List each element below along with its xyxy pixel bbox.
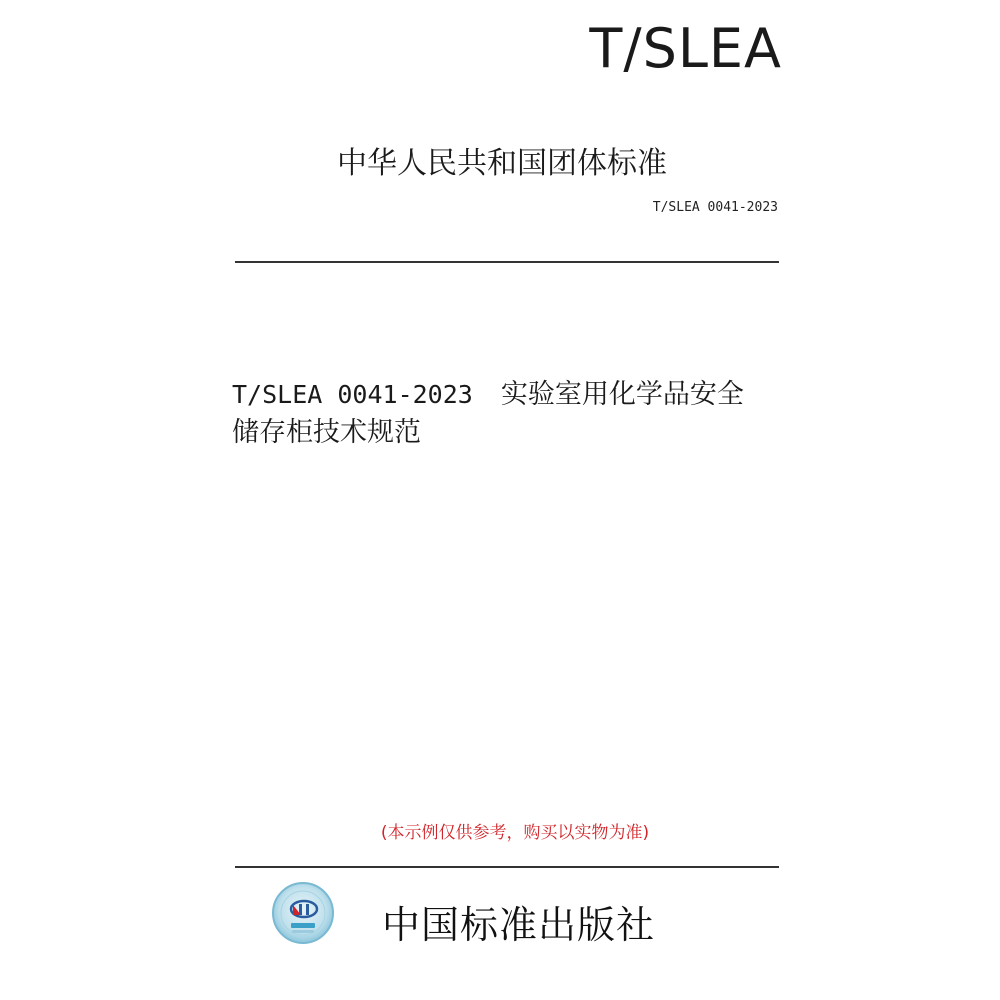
publisher-name: 中国标准出版社 <box>382 903 656 947</box>
sample-notice: (本示例仅供参考，购买以实物为准) <box>380 823 650 843</box>
standard-code-large: T/SLEA <box>589 17 782 80</box>
standard-number: T/SLEA 0041-2023 <box>652 200 778 215</box>
document-title-line-1 <box>232 376 792 414</box>
document-title-text-1: 实验室用化学品安全 <box>500 379 744 410</box>
document-title-line-2: 储存柜技术规范 <box>232 417 421 448</box>
publisher-seal-icon <box>271 881 335 945</box>
document-title <box>232 376 792 452</box>
document-title-code: T/SLEA 0041-2023 <box>232 380 473 409</box>
bottom-divider <box>235 866 779 868</box>
top-divider <box>235 261 779 263</box>
standard-category: 中华人民共和国团体标准 <box>337 146 667 181</box>
